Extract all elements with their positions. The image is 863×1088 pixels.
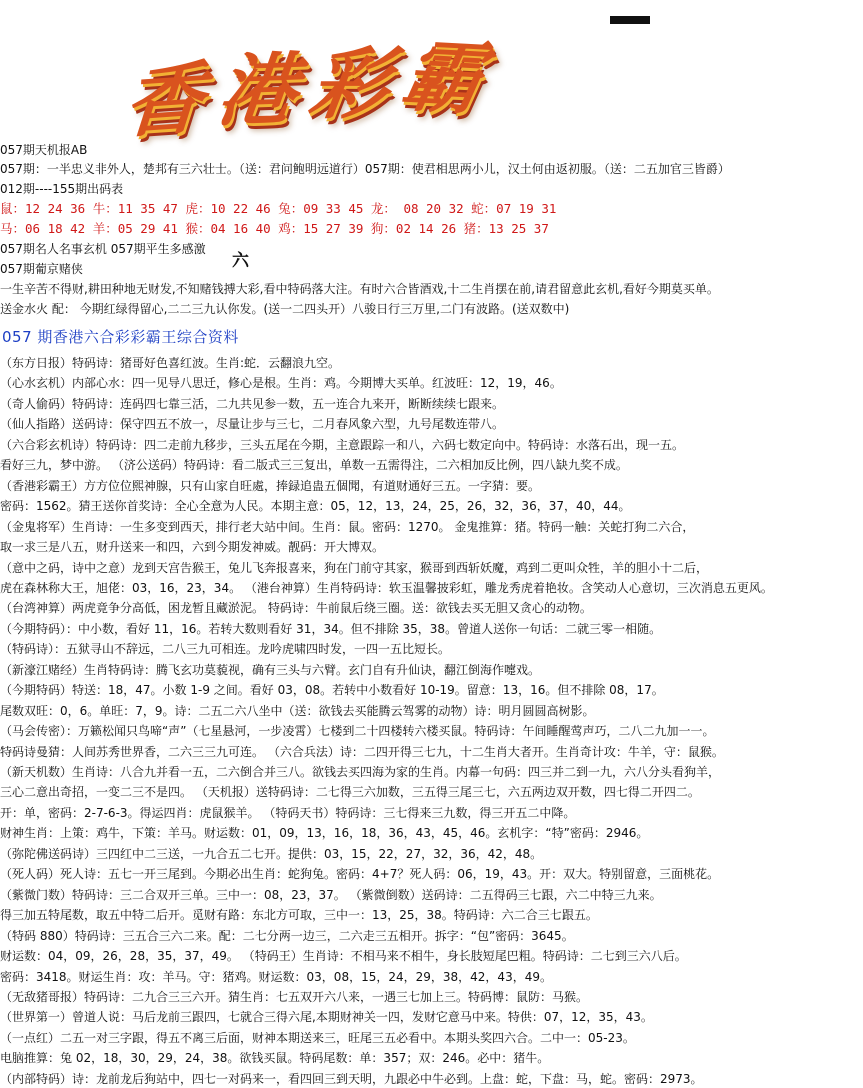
body-line: （仙人指路）送码诗：保守四五不放一，尽量让步与三七，二月春风象六型，九号尾数连带八。 — [0, 417, 505, 432]
body-line: （东方日报）特码诗：猪哥好色喜红波。生肖:蛇．云翻浪九空。 — [0, 356, 341, 370]
banner-char: 彩 — [304, 39, 410, 130]
body-line: 三心二意出奇招，一变二三不是四。 （天机报）送特码诗：二七得三六加数，三五得三尾三七，六五两边双开数，四七得二开四二。 — [0, 785, 700, 800]
body-line: （紫微门数）特码诗：三二合双开三单。三中一：08，23，37。 （紫微倒数）送码诗：二五得码三七跟，六二中特三九来。 — [0, 887, 662, 902]
body-line: （内部特码）诗：龙前龙后狗站中，四七一对码来一，看四回三到天明，九跟必中牛必到。上盘：蛇，下盘：马，蛇。密码：2973。 — [0, 1071, 703, 1086]
macau-gambler-tips: 送金水火 配： 今期红绿得留心,二二三九认你发。(送一二四头开）八骏日行三万里,二门有波路。(送双数中) — [0, 302, 570, 316]
body-line: 取一求三是八五，财升送来一和四，六到今期发神威。靓码：开大博双。 — [0, 540, 385, 555]
issue-poem: 057期：一半忠义非外人，楚邦有三六壮士。（送：君问鲍明远道行）057期：使君相思两小儿，汉土何由返初服。（送：二五加官三皆爵） — [0, 162, 730, 176]
body-line: 特码诗曼猜：人间苏秀世界香，二六三三九可连。 （六合兵法）诗：二四开得三七九，十二生肖大者开。生肖奇计攻：牛羊，守：鼠猴。 — [0, 744, 724, 759]
body-line: 虎在森林称大王，旭佬：03，16，23，34。 （港台神算）生肖特码诗：软玉温馨披彩虹，雕龙秀虎着艳妆。含笑动人心意切，三次消息五更风。 — [0, 580, 773, 595]
body-line: （无敌猪哥报）特码诗：二九合三三六开。猜生肖：七五双开六八来，一遇三七加上三。特码博：鼠防：马猴。 — [0, 989, 589, 1004]
body-line: 财运数：04，09，26，28，35，37，49。 （特码王）生肖诗：不相马来不相牛，身长肢短尾巴粗。特码诗：二七到三六八后。 — [0, 949, 687, 964]
famous-events-line: 057期名人名事玄机 057期平生多感激 — [0, 242, 206, 256]
banner-mark — [610, 16, 650, 24]
body-line: （心水玄机）内部心水：四一见导八思迁，修心是根。生肖：鸡。今期博大买单。红波旺：12，19，46。 — [0, 376, 562, 391]
body-line: （意中之码，诗中之意）龙到天宫告猴王，兔儿飞奔报喜来，狗在门前守其家，猴哥到西斩妖魔，鸡到二更叫众牲，羊的胆小十二后， — [0, 560, 709, 575]
body-line: （今期特码）：中小数，看好 11，16。若转大数则看好 31，34。但不排除 35，38。曾道人送你一句话：二就三零一相随。 — [0, 621, 662, 636]
body-line: （六合彩玄机诗）特码诗：四二走前九移步，三头五尾在今期，主意跟踪一和八，六码七数定向中。特码诗：水落石出，现一五。 — [0, 437, 685, 452]
six-glyph: 六 — [232, 251, 249, 271]
body-line: 尾数双旺：0，6。单旺：7，9。诗：二五二六八坐中（送：欲钱去买能腾云驾雾的动物）诗：明月圆圆高树影。 — [0, 703, 595, 718]
body-line: （奇人偷码）特码诗：连码四七靠三活，二九共见参一数，五一连合九来开，断断续续七跟来。 — [0, 396, 505, 411]
body-line: （弥陀佛送码诗）三四红中二三送，一九合五二七开。提供：03，15，22，27，32，36，42，48。 — [0, 846, 543, 861]
number-table-title: 012期----155期出码表 — [0, 182, 124, 196]
banner-char: 港 — [213, 43, 316, 138]
banner-char: 霸 — [394, 30, 504, 127]
body-line: （一点红）二五一对三字跟，得五不离三后面，财神本期送来三，旺尾三五必看中。本期头奖四六合。二中一：05-23。 — [0, 1030, 635, 1045]
body-line: 开：单，密码：2-7-6-3。得运四肖：虎鼠猴羊。 （特码天书）特码诗：三七得来三九数，得三开五二中降。 — [0, 805, 576, 820]
body-line: （死人码）死人诗：五七一开三尾到。今期必出生肖：蛇狗兔。密码：4+7？死人码：06，19，43。开：双大。特别留意，三面桃花。 — [0, 867, 720, 882]
body-line: （马会传密）：万籁松闻只鸟啼“声”（七星悬河，一步凌霄）七楼到二十四楼转六楼买鼠。特码诗：午间睡醒莺声巧，二八二九加一一。 — [0, 724, 715, 739]
body-line: （新天机数）生肖诗：八合九并看一五，二六倒合并三八。欲钱去买四海为家的生肖。内幕一句码：四三并二到一九，六八分头看狗羊， — [0, 765, 721, 779]
body-line: 得三加五特尾数，取五中特二后开。觅财有路：东北方可取，三中一：13，25，38。特码诗：六二合三七跟五。 — [0, 908, 598, 923]
body-line: （新濠江赌经）生肖特码诗：腾飞玄功莫藐视，确有三头与六臂。玄门自有升仙诀，翻江倒海作嚏戏。 — [0, 662, 541, 677]
body-line: 看好三九，梦中游。 （济公送码）特码诗：看二版式三三复出，单数一五需得注，二六相加反比例，四八缺九奖不成。 — [0, 458, 628, 473]
body-line: （台湾神算）两虎竟争分高低，困龙暂且藏淤泥。 特码诗：牛前鼠后绕三圈。送：欲钱去买无胆又贪心的动物。 — [0, 601, 592, 616]
zodiac-numbers-row-1: 鼠：12 24 36 牛：11 35 47 虎：10 22 46 兔：09 33 45 龙： 08 20 32 蛇：07 19 31 — [0, 201, 557, 216]
body-line: 密码：3418。财运生肖：攻：羊马。守：猪鸡。财运数：03，08，15，24，29，38，42，43，49。 — [0, 969, 552, 984]
body-line: （特码 880）特码诗：三五合三六二来。配：二七分两一边三，二六走三五相开。拆字：“包”密码：3645。 — [0, 928, 574, 943]
section-title: 057 期香港六合彩彩霸王综合资料 — [2, 328, 239, 346]
body-line: 密码：1562。猜王送你首奖诗：全心全意为人民。本期主意：05，12，13，24，25，26，32，36，37，40，44。 — [0, 499, 631, 514]
body-line: （世界第一）曾道人说：马后龙前三跟四，七就合三得六尾,本期财神关一四，发财它意马中来。特供：07，12，35，43。 — [0, 1010, 653, 1025]
body-line: （今期特码）特送：18，47。小数 1-9 之间。看好 03，08。若转中小数看好 10-19。留意：13，16。但不排除 08，17。 — [0, 683, 664, 698]
issue-title: 057期天机报AB — [0, 143, 88, 157]
body-line: （特码诗）：五狱寻山不辞远，二八三九可相连。龙吟虎啸四时发，一四一五比短长。 — [0, 642, 451, 657]
macau-gambler-poem: 一生辛苦不得财,耕田种地无财发,不知赌钱搏大彩,看中特码落大注。有时六合皆酒戏,十二生肖摆在前,请君留意此玄机,看好今期莫买单。 — [0, 282, 719, 296]
body-line: （金鬼将军）生肖诗：一生多变到西天，排行老大站中间。生肖：鼠。密码：1270。 金鬼推算：猪。特码一触：关蛇打狗二六合， — [0, 519, 695, 534]
zodiac-numbers-row-2: 马：06 18 42 羊：05 29 41 猴：04 16 40 鸡：15 27 39 狗：02 14 26 猪：13 25 37 — [0, 221, 549, 236]
banner-char: 香 — [121, 51, 221, 150]
body-line: 电脑推算：兔 02，18，30，29，24，38。欲钱买鼠。特码尾数：单：357；双：246。必中：猪牛。 — [0, 1051, 550, 1066]
macau-gambler-title: 057期葡京赌侠 — [0, 262, 83, 276]
body-line: （香港彩霸王）方方位位熙神腺，只有山家自旺處，捧録追蛊五個聞，有道财通好三五。一字猜：要。 — [0, 478, 541, 493]
banner-title — [120, 20, 695, 150]
body-line: 财神生肖：上策：鸡牛，下策：羊马。财运数：01，09，13，16，18，36，43，45，46。玄机字：“特”密码：2946。 — [0, 826, 649, 841]
